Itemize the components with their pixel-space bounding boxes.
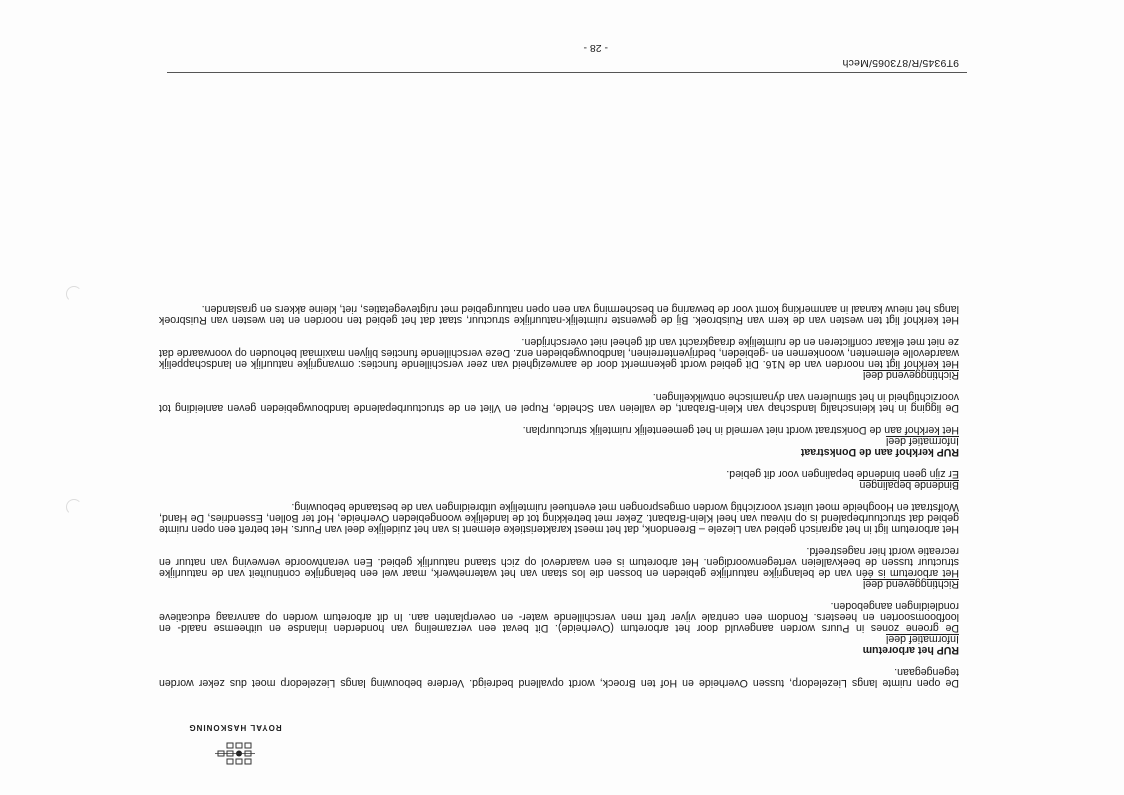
logo-text: ROYAL HASKONING xyxy=(188,723,282,732)
guiding-label-kerkhof: Richtinggevend deel xyxy=(862,369,959,381)
guiding-text-2-kerkhof: Het kerkhof ligt ten westen van de kern van Ruisbroek. Bij de gewenste ruimtelijk-natuurlijke structuur, staat dat het gebied ten noorden en ten westen van Ruisbroek langs het nieuw kanaal in aanmerking komt voor de bewaring en bescherming van een open natuurgebied met ruigtevegetaties, riet, kleine akkers en graslanden. xyxy=(159,303,959,326)
guiding-text-kerkhof: Het kerkhof ligt ten noorden van de N16. Dit gebied wordt gekenmerkt door de aanwezigheid van zeer verschillende functies: omvangrijke natuurlijk en landschappelijk waardevolle elementen, woonkernen en -gebieden, bedrijventerreinen, landbouwgebieden enz. Deze verschillende functies blijven maximaal behouden op voorwaarde dat ze niet met elkaar conflicteren en de ruimtelijke draagkracht van dit geheel niet overschrijden. xyxy=(159,336,959,370)
info-text-kerkhof: Het kerkhof aan de Donkstraat wordt niet vermeld in het gemeentelijk ruimtelijk structuurplan. xyxy=(522,424,959,436)
document-reference: 9T9345/R/873065/Mech xyxy=(842,57,959,69)
section-title-arboretum: RUP het arboretum xyxy=(862,644,959,656)
info-label-kerkhof: Informatief deel xyxy=(885,435,959,447)
footer-rule xyxy=(167,72,967,73)
punch-hole-mark xyxy=(66,286,82,302)
logo-grid-icon xyxy=(215,735,255,765)
binding-text-arboretum: Er zijn geen bindende bepalingen voor dit gebied. xyxy=(726,468,959,480)
intro-paragraph: De open ruimte langs Liezeledorp, tussen Overheide en Hof ten Broeck, wordt opvallend bedreigd. Verdere bebouwing langs Liezeledorp moet dus zeker worden tegengegaan. xyxy=(159,666,959,689)
info-text-arboretum: De groene zones in Puurs worden aangevuld door het arboretum (Overheide). Dit bevat een verzameling van honderden inlandse en uitheemse naald- en loofboomsoorten en heesters. Rondom een centrale vijver treft men verschillende water- en oeverplanten aan. In dit arboretum worden op aanvraag educatieve rondleidingen aangeboden. xyxy=(159,600,959,634)
punch-hole-mark xyxy=(66,499,82,515)
info-label-arboretum: Informatief deel xyxy=(885,633,959,645)
section-title-kerkhof: RUP kerkhof aan de Donkstraat xyxy=(800,446,959,458)
guiding-label-arboretum: Richtinggevend deel xyxy=(862,578,959,590)
binding-label-arboretum: Bindende bepalingen xyxy=(859,479,959,491)
guiding-text-2-arboretum: Het arboretum ligt in het agrarisch gebied van Liezele – Breendonk, dat het meest karakteristieke element is van het zuidelijke deel van Puurs. Het betreft een open ruimte gebied dat structuurbepalend is op niveau van heel Klein-Brabant. Zeker met betrekking tot de landelijke woongebieden Overheide, Hof ter Bollen, Essendries, De Hand, Wolfstraat en Hoogheide moet uiterst voorzichtig worden omgesprongen met eventueel ruimtelijke uitbreidingen van de bestaande bebouwing. xyxy=(159,501,959,535)
document-body xyxy=(159,292,959,688)
page-number: - 28 - xyxy=(583,42,608,54)
guiding-text-arboretum: Het arboretum is één van de belangrijke natuurlijke gebieden en bossen die los staan van het waternetwerk, maar wel een belangrijke continuïteit van de natuurlijke structuur tussen de beekvalleien vertegenwoordigen. Het arboretum is een waardevol op zich staand natuurlijk gebied. Een verantwoorde verweving van natuur en recreatie wordt hier nagestreefd. xyxy=(159,545,959,579)
context-text-kerkhof: De ligging in het kleinschalig landschap van Klein-Brabant, de valleien van Schelde, Rupel en Vliet en de structuurbepalende landbouwgebieden geven aanleiding tot voorzichtigheid in het stimuleren van dynamische ontwikkelingen. xyxy=(159,391,959,414)
company-logo xyxy=(180,723,290,765)
